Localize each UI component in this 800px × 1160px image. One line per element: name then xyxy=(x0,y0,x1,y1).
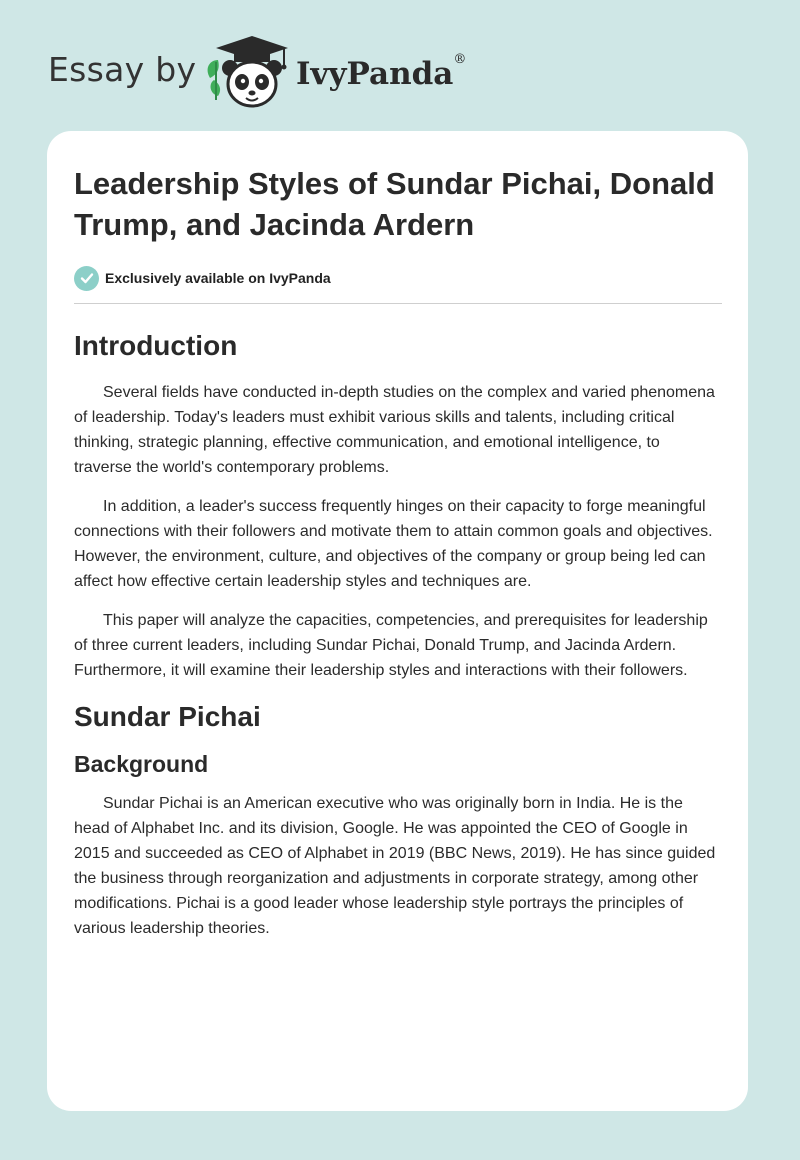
page-title: Leadership Styles of Sundar Pichai, Donald Trump, and Jacinda Ardern xyxy=(74,166,715,242)
paragraph: Sundar Pichai is an American executive who was originally born in India. He is the head of Alphabet Inc. and its division, Google. He was appointed the CEO of Google in 2015 and succeeded as CEO of Alphabet in 2019 (BBC News, 2019). He has since guided the business through reorganization and adjustments in corporate strategy, among other modifications. Pichai is a good leader whose leadership style portrays the principles of various leadership theories. xyxy=(74,795,716,937)
brand-name[interactable] xyxy=(296,51,467,92)
brand-name-text: IvyPanda xyxy=(296,56,454,92)
essay-by-label: Essay by xyxy=(48,50,197,89)
exclusive-badge xyxy=(74,265,722,291)
title-divider xyxy=(74,303,722,304)
exclusive-badge-text: Exclusively available on IvyPanda xyxy=(105,270,331,286)
paragraph: Several fields have conducted in-depth studies on the complex and varied phenomena of leadership. Today's leaders must exhibit various skills and talents, including critical thinking, strategic planning, effective communication, and emotional intelligence, to traverse the world's contemporary problems. xyxy=(74,384,715,476)
panda-logo-icon[interactable] xyxy=(204,34,290,110)
section-heading-sundar-pichai: Sundar Pichai xyxy=(74,701,261,732)
registered-mark: ® xyxy=(453,51,467,67)
essay-card xyxy=(47,131,748,1111)
checkmark-icon xyxy=(74,266,99,291)
site-header xyxy=(48,34,548,110)
paragraph: This paper will analyze the capacities, competencies, and prerequisites for leadership of three current leaders, including Sundar Pichai, Donald Trump, and Jacinda Ardern. Furthermore, it will examine their leadership styles and interactions with their followers. xyxy=(74,612,708,679)
paragraph: In addition, a leader's success frequently hinges on their capacity to forge meaningful connections with their followers and motivate them to attain common goals and objectives. However, the environment, culture, and objectives of the company or group being led can affect how effective certain leadership styles and techniques are. xyxy=(74,498,713,590)
section-heading-introduction: Introduction xyxy=(74,330,238,361)
subheading-background: Background xyxy=(74,751,209,777)
